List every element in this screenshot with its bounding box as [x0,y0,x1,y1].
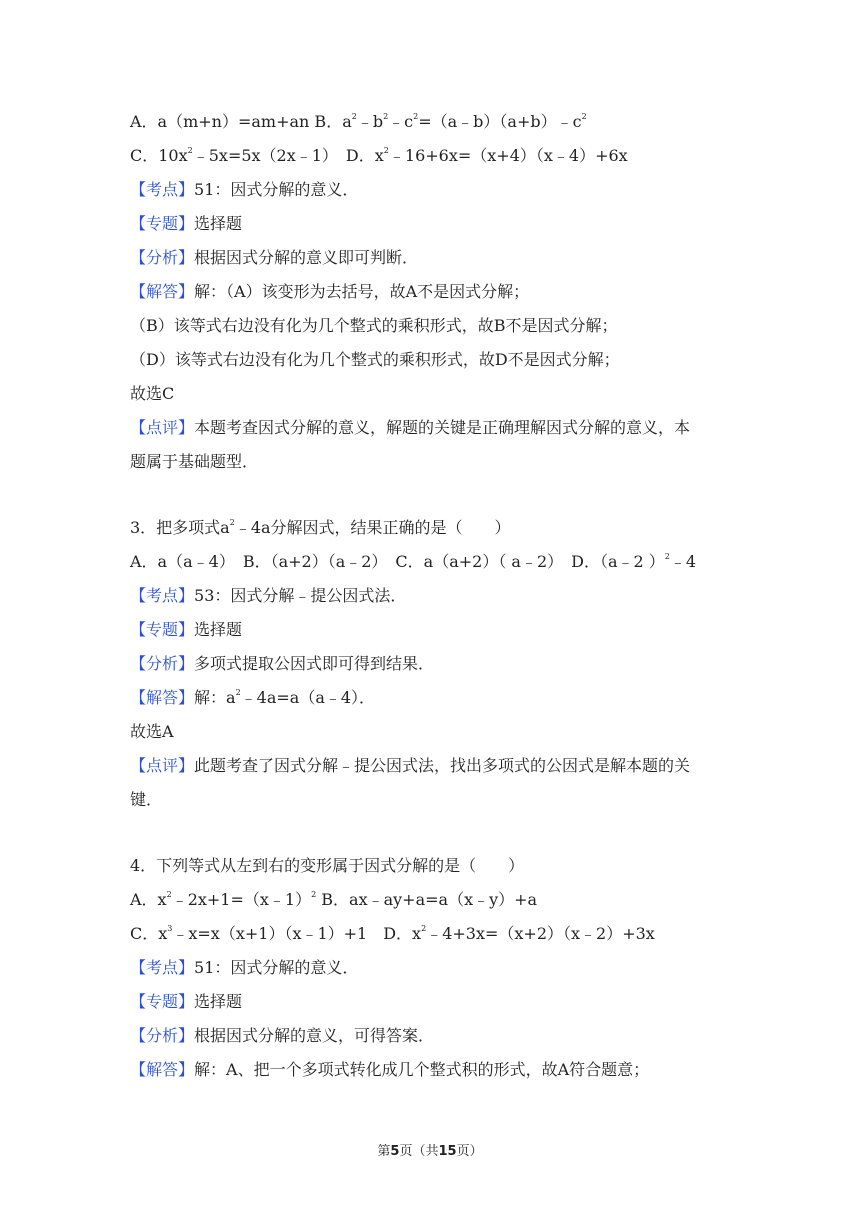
q2-kaodian: 【考点】51：因式分解的意义． [130,180,359,199]
q3-kaodian: 【考点】53：因式分解﹣提公因式法． [130,586,407,605]
q2-dianping-cont: 题属于基础题型． [130,452,259,471]
q4-stem: 4．下列等式从左到右的变形属于因式分解的是（ ） [130,856,525,875]
jieda-tag: 【解答】 [130,282,195,301]
dianping-tag: 【点评】 [130,756,195,775]
kaodian-tag: 【考点】 [130,958,195,977]
q3-options: A．a（a﹣4） B．（a+2）（a﹣2） C．a（a+2）（ a﹣2） D．（a﹣2 ）$^2$﹣4 [130,552,697,571]
jieda-tag: 【解答】 [130,1060,195,1079]
jieda-tag: 【解答】 [130,688,195,707]
q4-jieda: 【解答】解：A、把一个多项式转化成几个整式积的形式，故A符合题意； [130,1060,650,1079]
fenxi-tag: 【分析】 [130,654,195,673]
q2-choice: 故选C [130,384,175,403]
page-footer: 第5页（共15页） [377,1144,483,1159]
kaodian-tag: 【考点】 [130,180,195,199]
q3-jieda: 【解答】解：$a^2﹣4a=a(a﹣4)$． [130,688,376,707]
q2-dianping: 【点评】本题考查因式分解的意义，解题的关键是正确理解因式分解的意义，本 [130,418,691,437]
q4-options-cd: C．$x^3﹣x=x(x+1)(x﹣1)+1$ D．$x^2﹣4+3x=(x+2)(x﹣2)+3x$ [130,924,655,943]
q3-dianping: 【点评】此题考查了因式分解﹣提公因式法，找出多项式的公因式是解本题的关 [130,756,691,775]
q4-zhuanti: 【专题】选择题 [130,992,243,1011]
q2-jieda-b: （B）该等式右边没有化为几个整式的乘积形式，故B不是因式分解； [130,316,618,335]
q2-jieda-d: （D）该等式右边没有化为几个整式的乘积形式，故D不是因式分解； [130,350,620,369]
kaodian-tag: 【考点】 [130,586,195,605]
page-number: 5 [390,1144,400,1159]
q3-stem: 3．把多项式$a^2﹣4a$分解因式，结果正确的是（ ） [130,518,511,537]
page-total: 15 [438,1144,457,1159]
q3-zhuanti: 【专题】选择题 [130,620,243,639]
q2-zhuanti: 【专题】选择题 [130,214,243,233]
zhuanti-tag: 【专题】 [130,992,195,1011]
fenxi-tag: 【分析】 [130,248,195,267]
fenxi-tag: 【分析】 [130,1026,195,1045]
q2-fenxi: 【分析】根据因式分解的意义即可判断． [130,248,419,267]
q4-fenxi: 【分析】根据因式分解的意义，可得答案． [130,1026,435,1045]
zhuanti-tag: 【专题】 [130,620,195,639]
q4-kaodian: 【考点】51：因式分解的意义． [130,958,359,977]
q3-choice: 故选A [130,722,174,741]
dianping-tag: 【点评】 [130,418,195,437]
q4-options-ab: A．$x^2﹣2x+1=(x﹣1)^2$ B．ax﹣ay+a=a（x﹣y）+a [130,890,538,909]
q3-fenxi: 【分析】多项式提取公因式即可得到结果． [130,654,435,673]
zhuanti-tag: 【专题】 [130,214,195,233]
q3-dianping-cont: 键． [130,790,163,809]
q2-jieda: 【解答】解：（A）该变形为去括号，故A不是因式分解； [130,282,530,301]
q2-options-cd: C．$10x^2﹣5x=5x(2x﹣1)$ D．$x^2﹣16+6x=(x+4)(x﹣4)+6x$ [130,146,628,165]
q2-options-ab: A．a（m+n）=am+an B．$a^2﹣b^2﹣c^2=(a﹣b)(a+b)﹣c^2$ [130,112,587,131]
